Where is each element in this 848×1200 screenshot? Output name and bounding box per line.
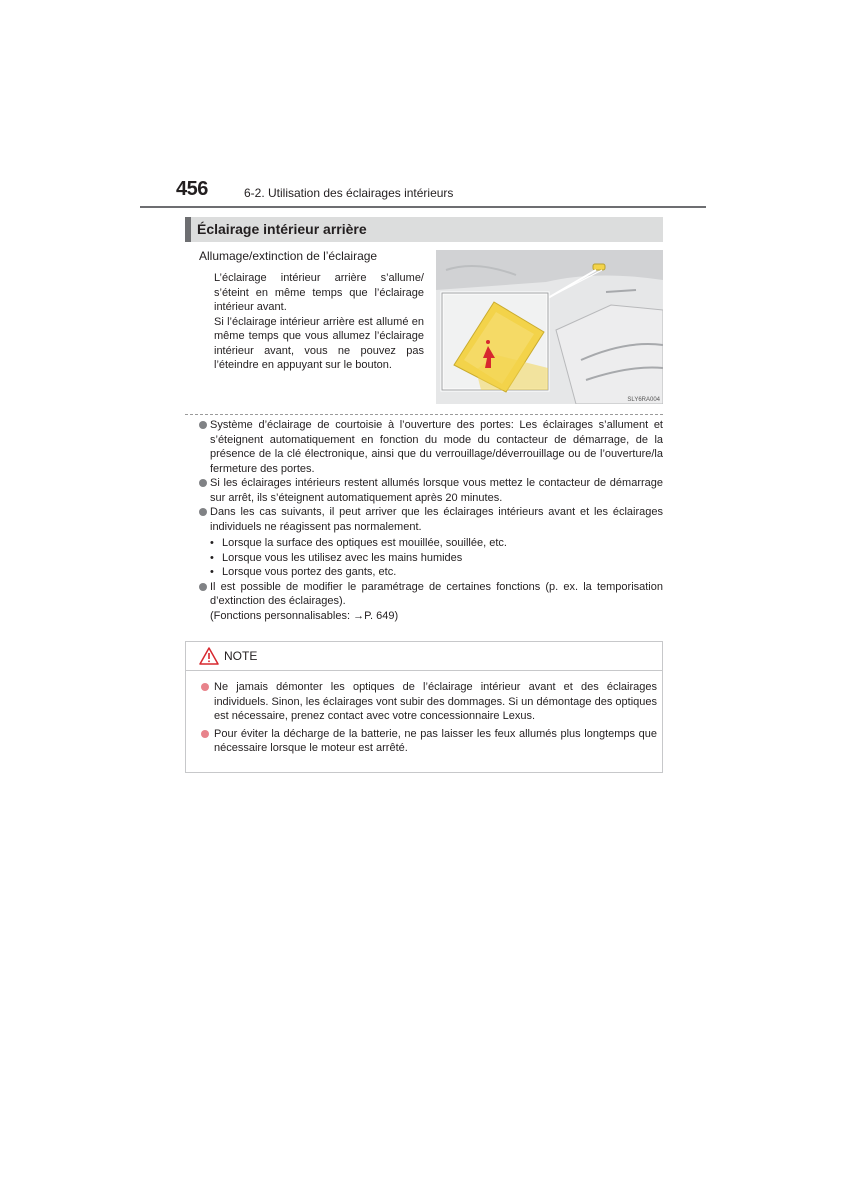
sub-bullet-icon: • bbox=[210, 551, 214, 564]
note-title: NOTE bbox=[224, 649, 258, 663]
list-item bbox=[199, 580, 663, 624]
subheading: Allumage/extinction de l’éclairage bbox=[199, 249, 378, 263]
list-item-text: Système d’éclairage de courtoisie à l’ouverture des portes: Les éclairages s’allument et s’éteignent automatiquement en fonction du mode du contacteur de démarrage, de la présence de la clé électronique, ainsi que du verrouillage/déverrouillage ou de l’ouverture/la fermeture des portes. bbox=[210, 419, 663, 475]
caution-item bbox=[201, 727, 657, 756]
caution-item-text: Pour éviter la décharge de la batterie, ne pas laisser les feux allumés plus longtemps que nécessaire lorsque le moteur est arrêté. bbox=[214, 727, 657, 754]
caution-item bbox=[201, 680, 657, 724]
section-heading-bar bbox=[185, 217, 663, 242]
note-header bbox=[186, 642, 662, 671]
bullet-icon bbox=[199, 583, 207, 591]
note-body bbox=[201, 680, 657, 759]
list-item bbox=[199, 505, 663, 534]
warning-icon bbox=[199, 647, 219, 665]
chapter-title: 6-2. Utilisation des éclairages intérieurs bbox=[244, 186, 454, 200]
cross-reference: (Fonctions personnalisables: →P. 649) bbox=[210, 609, 399, 622]
list-item bbox=[199, 476, 663, 505]
figure-code: SLY6RA004 bbox=[627, 397, 660, 403]
rear-light-drawing bbox=[436, 250, 663, 404]
sub-list-item bbox=[199, 565, 663, 580]
description-paragraph-1: L’éclairage intérieur arrière s’allume/ s’éteint en même temps que l’éclairage intérieur avant. bbox=[214, 272, 424, 313]
bullet-icon bbox=[201, 730, 209, 738]
list-item-text: Si les éclairages intérieurs restent allumés lorsque vous mettez le contacteur de démarrage sur arrêt, ils s’éteignent automatiquement après 20 minutes. bbox=[210, 477, 663, 504]
bullet-icon bbox=[199, 421, 207, 429]
sub-list-item-text: Lorsque vous portez des gants, etc. bbox=[222, 566, 397, 578]
page-number: 456 bbox=[176, 178, 208, 200]
page-header bbox=[176, 178, 706, 208]
description-paragraph-2: Si l’éclairage intérieur arrière est allumé en même temps que vous allumez l’éclairage intérieur avant, vous ne pouvez pas l’éteindre en appuyant sur le bouton. bbox=[214, 315, 424, 371]
bullet-icon bbox=[201, 683, 209, 691]
list-item-text: Il est possible de modifier le paramétrage de certaines fonctions (p. ex. la temporisation d’extinction des éclairages). bbox=[210, 580, 663, 607]
header-rule bbox=[140, 206, 706, 208]
sub-list-item-text: Lorsque la surface des optiques est mouillée, souillée, etc. bbox=[222, 537, 507, 549]
note-box bbox=[185, 641, 663, 773]
caution-item-text: Ne jamais démonter les optiques de l’éclairage intérieur avant et des éclairages individuels. Sinon, les éclairages vont subir des dommages. Si un démontage des optiques est nécessaire, prenez contact avec votre concessionnaire Lexus. bbox=[214, 681, 657, 722]
section-title: Éclairage intérieur arrière bbox=[197, 221, 367, 237]
sub-list bbox=[199, 536, 663, 580]
bullet-icon bbox=[199, 508, 207, 516]
bullet-icon bbox=[199, 479, 207, 487]
sub-bullet-icon: • bbox=[210, 566, 214, 578]
sub-list-item bbox=[199, 536, 663, 551]
description bbox=[214, 271, 424, 373]
notes-list bbox=[199, 418, 663, 623]
list-item-text: Dans les cas suivants, il peut arriver que les éclairages intérieurs avant et les éclairages individuels ne réagissent pas normalement. bbox=[210, 506, 663, 533]
sub-bullet-icon: • bbox=[210, 537, 214, 549]
list-item bbox=[199, 418, 663, 476]
rear-light-illustration bbox=[436, 250, 663, 404]
sub-list-item-text: Lorsque vous les utilisez avec les mains humides bbox=[222, 551, 463, 564]
divider bbox=[185, 414, 663, 415]
sub-list-item bbox=[199, 551, 663, 566]
